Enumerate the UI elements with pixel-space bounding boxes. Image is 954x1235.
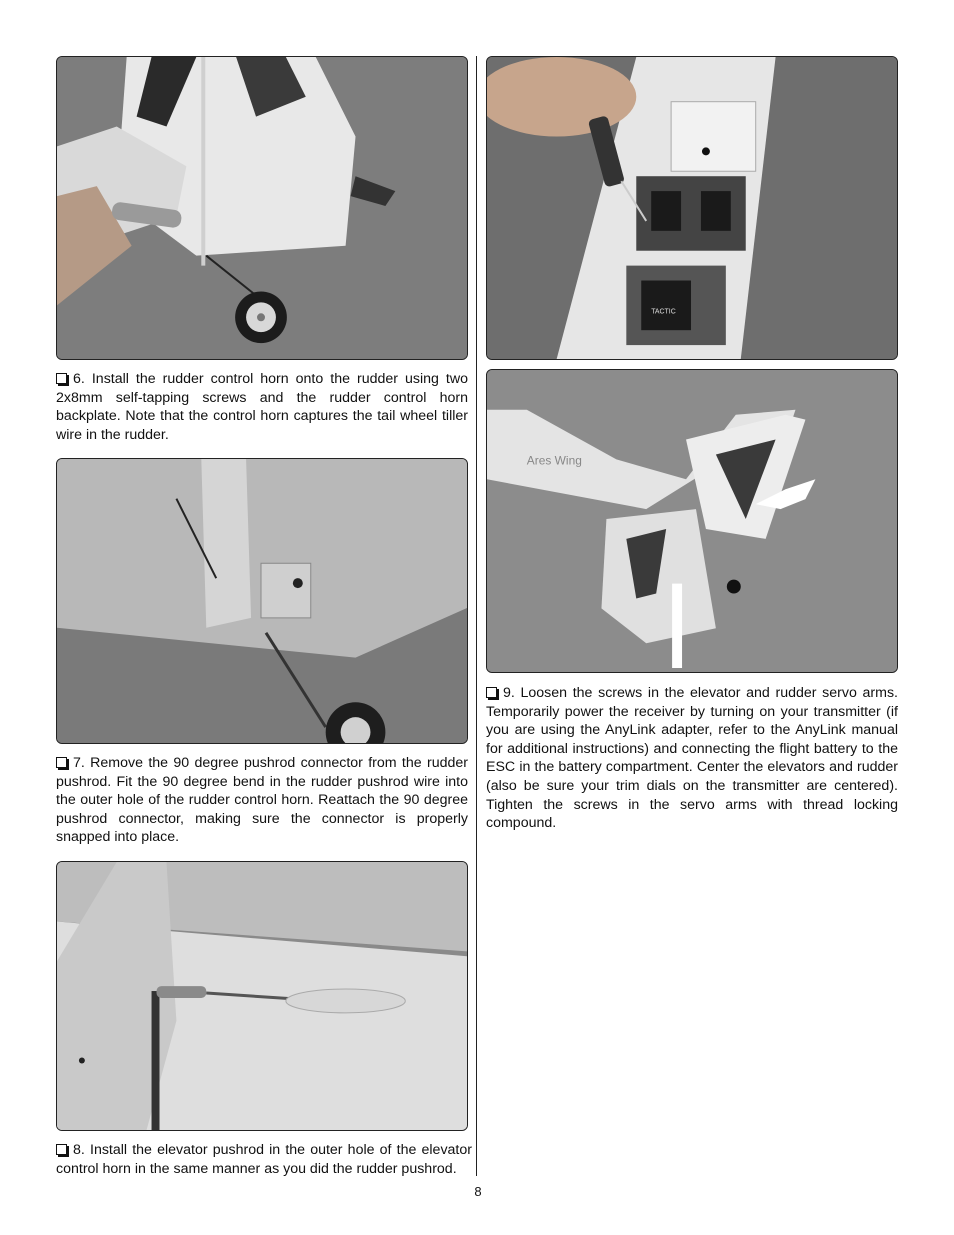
checkbox-icon[interactable] (56, 1144, 67, 1155)
step-text: Install the rudder control horn onto the rudder using two 2x8mm self-tapping screws and the rudder control horn backplate. Note that the control horn captures the tail wheel tiller wire in the rudder. (56, 371, 468, 443)
checkbox-icon[interactable] (56, 373, 67, 384)
photo-rudder-horn-install (56, 56, 468, 360)
photo-tail-assembly (486, 369, 898, 673)
step-number: 8. (73, 1142, 85, 1158)
step-text: Install the elevator pushrod in the outer hole of the elevator control horn in the same manner as you did the rudder pushrod. (56, 1142, 472, 1177)
step-number: 7. (73, 755, 85, 771)
photo-elevator-pushrod (56, 861, 468, 1131)
page-number: 8 (474, 1184, 482, 1199)
step-6 (56, 370, 468, 444)
receiver-label: TACTIC (651, 308, 676, 316)
photo-rudder-pushrod (56, 458, 468, 744)
step-number: 6. (73, 371, 85, 387)
checkbox-icon[interactable] (56, 757, 67, 768)
column-divider (476, 56, 477, 1176)
step-8 (56, 1141, 472, 1178)
photo-servos-receiver (486, 56, 898, 360)
step-text: Loosen the screws in the elevator and rudder servo arms. Temporarily power the receiver by turning on your transmitter (if you are using the AnyLink adapter, refer to the AnyLink manual for additional instructions) and connecting the flight battery to the ESC in the battery compartment. Center the elevators and rudder (also be sure your trim dials on the transmitter are centered). Tighten the screws in the servo arms with thread locking compound. (486, 685, 898, 832)
step-text: Remove the 90 degree pushrod connector from the rudder pushrod. Fit the 90 degree bend in the rudder pushrod wire into the outer hole of the rudder control horn. Reattach the 90 degree pushrod connector, making sure the connector is properly snapped into place. (56, 755, 468, 846)
step-9 (486, 684, 898, 833)
fuselage-label: Ares Wing (526, 453, 582, 468)
step-number: 9. (503, 685, 515, 701)
checkbox-icon[interactable] (486, 687, 497, 698)
step-7 (56, 754, 468, 847)
